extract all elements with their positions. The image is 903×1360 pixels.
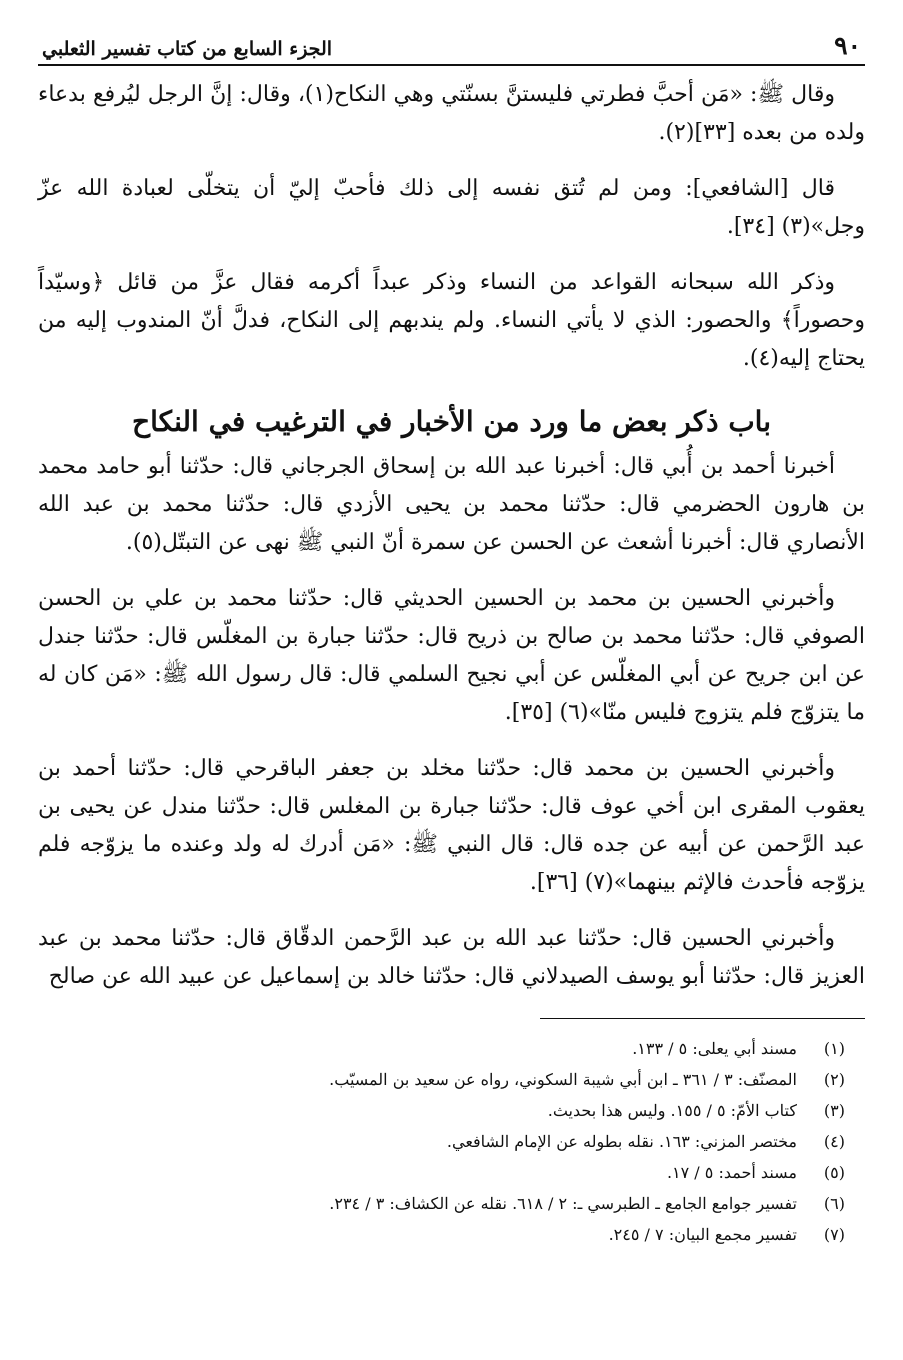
footnote (38, 1219, 845, 1250)
paragraph: وذكر الله سبحانه القواعد من النساء وذكر عبداً أكرمه فقال عزَّ من قائل ﴿وسيّداً وحصوراً﴾ والحصور: الذي لا يأتي النساء. ولم يندبهم إلى النكاح، فدلَّ أنّ المندوب إليه من يحتاج إليه(٤). (38, 270, 866, 371)
footnote-text: المصنّف: ٣ / ٣٦١ ـ ابن أبي شيبة السكوني، رواه عن سعيد بن المسيّب. (329, 1070, 797, 1089)
paragraph: وأخبرني الحسين بن محمد بن الحسين الحديثي قال: حدّثنا محمد بن علي بن الحسن الصوفي قال: حدّثنا محمد بن صالح بن ذريح قال: حدّثنا جبارة بن المغلّس قال: حدّثنا جندل عن ابن جريح عن أبي المغلّس عن أبي نجيح السلمي قال: قال رسول الله ﷺ: «مَن كان له ما يتزوّج فلم يتزوج فليس منّا»(٦) [٣٥]. (38, 586, 865, 725)
footnote-text: مسند أبي يعلى: ٥ / ١٣٣. (632, 1039, 797, 1058)
footnote (38, 1095, 845, 1126)
footnotes (38, 1033, 865, 1250)
footnote-number: (٧) (823, 1225, 845, 1244)
paragraph: أخبرنا أحمد بن أُبي قال: أخبرنا عبد الله بن إسحاق الجرجاني قال: حدّثنا أبو حامد محمد بن هارون الحضرمي قال: حدّثنا محمد بن يحيى الأزدي قال: حدّثنا محمد بن عبد الله الأنصاري قال: أخبرنا أشعث عن الحسن عن سمرة أنّ النبي ﷺ نهى عن التبتّل(٥). (38, 454, 865, 555)
footnote (38, 1126, 845, 1157)
footnote-number: (٢) (823, 1070, 845, 1089)
footnote-text: تفسير جوامع الجامع ـ الطبرسي ـ: ٢ / ٦١٨. نقله عن الكشاف: ٣ / ٢٣٤. (329, 1194, 797, 1213)
page-number: ٩٠ (834, 31, 861, 60)
section-heading: باب ذكر بعض ما ورد من الأخبار في الترغيب في النكاح (132, 405, 771, 438)
footnote-text: تفسير مجمع البيان: ٧ / ٢٤٥. (608, 1225, 797, 1244)
page-body (38, 76, 865, 996)
paragraph: قال [الشافعي]: ومن لم تُتق نفسه إلى ذلك فأحبّ إليّ أن يتخلّى لعبادة الله عزّ وجل»(٣) [٣٤]. (38, 176, 865, 239)
footnote (38, 1157, 845, 1188)
paragraph: وأخبرني الحسين قال: حدّثنا عبد الله بن عبد الرَّحمن الدقّاق قال: حدّثنا محمد بن عبد العزيز قال: حدّثنا أبو يوسف الصيدلاني قال: حدّثنا خالد بن إسماعيل عن عبيد الله عن صالح (38, 926, 865, 989)
footnote-text: كتاب الأمّ: ٥ / ١٥٥. وليس هذا بحديث. (547, 1101, 797, 1120)
footnote-number: (٣) (823, 1101, 845, 1120)
footnote-number: (٥) (823, 1163, 845, 1182)
footnote-number: (٤) (823, 1132, 845, 1151)
page-header (38, 22, 865, 66)
footnote-number: (٦) (823, 1194, 845, 1213)
footnote (38, 1188, 845, 1219)
footnote-separator (540, 1018, 865, 1019)
footnote-text: مختصر المزني: ١٦٣. نقله بطوله عن الإمام الشافعي. (446, 1132, 797, 1151)
footnote (38, 1033, 845, 1064)
paragraph: وقال ﷺ: «مَن أحبَّ فطرتي فليستنَّ بسنّتي وهي النكاح(١)، وقال: إنَّ الرجل ليُرفع بدعاء ولده من بعده [٣٣](٢). (38, 82, 865, 145)
running-title: الجزء السابع من كتاب تفسير الثعلبي (42, 38, 333, 60)
footnote (38, 1064, 845, 1095)
footnote-number: (١) (823, 1039, 845, 1058)
paragraph: وأخبرني الحسين بن محمد قال: حدّثنا مخلد بن جعفر الباقرحي قال: حدّثنا أحمد بن يعقوب المقرى ابن أخي عوف قال: حدّثنا جبارة بن المغلس قال: حدّثنا مندل عن يحيى بن عبد الرَّحمن عن أبيه عن جده قال: قال النبي ﷺ: «مَن أدرك له ولد وعنده ما يزوّجه فلم يزوّجه فأحدث فالإثم بينهما»(٧) [٣٦]. (38, 756, 865, 895)
footnote-text: مسند أحمد: ٥ / ١٧. (666, 1163, 797, 1182)
